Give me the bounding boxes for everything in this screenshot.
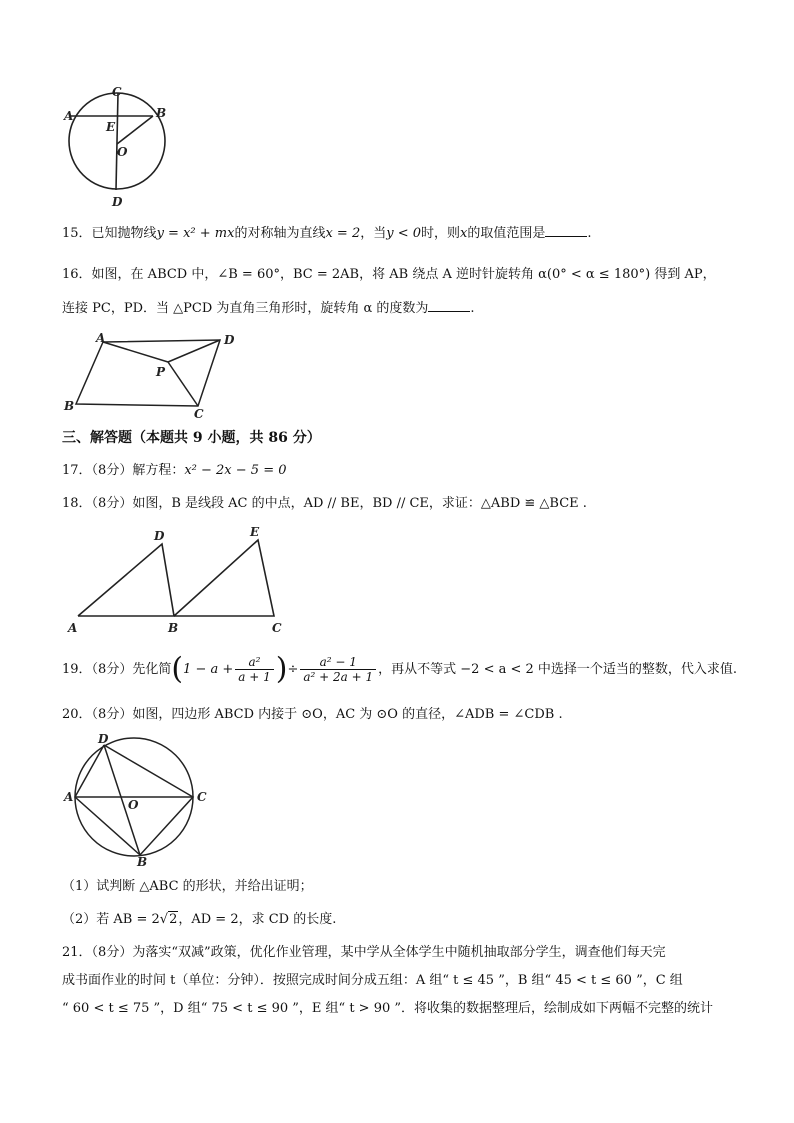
- label-d: D: [112, 195, 123, 209]
- figure-q16-parallelogram: [60, 330, 250, 420]
- label-b: B: [168, 621, 179, 635]
- label-a: A: [68, 621, 78, 635]
- question-21-line2: 成书面作业的时间 t（单位：分钟）．按照完成时间分成五组：A 组“ t ≤ 45 ”，B 组“ 45 < t ≤ 60 ”，C 组: [62, 973, 683, 988]
- segment-ob: [117, 116, 153, 144]
- answer-blank-16[interactable]: [428, 300, 470, 312]
- figure-q20-inscribed-quadrilateral: [62, 733, 222, 868]
- segment-pc: [168, 362, 198, 406]
- question-20: 20．（8分）如图，四边形 ABCD 内接于 ⊙O，AC 为 ⊙O 的直径，∠ADB = ∠CDB .: [62, 707, 563, 722]
- question-19: 19．（8分）先化简(1 − a + $\frac{\text{a²}}{a + 1}$ )÷ $\frac{\text{a² − 1}}{\text{a² + 2a + 1}}$ ，再从不等式 −2 < a < 2 中选择一个适当的整数，代入求值.: [62, 651, 738, 687]
- section-heading: 三、解答题（本题共 9 小题，共 86 分）: [62, 430, 321, 446]
- fraction-2: $\frac{\text{a² − 1}}{\text{a² + 2a + 1}}$: [300, 655, 376, 684]
- question-16-line1: 16．如图，在 ABCD 中，∠B = 60°，BC = 2AB，将 AB 绕点 A 逆时针旋转角 α(0° < α ≤ 180°) 得到 AP，: [62, 267, 716, 282]
- label-a: A: [64, 109, 74, 123]
- label-c: C: [272, 621, 282, 635]
- label-b: B: [64, 399, 75, 413]
- label-a: A: [96, 331, 106, 345]
- figure-q18-triangles: [62, 526, 302, 636]
- answer-blank-15[interactable]: [545, 225, 587, 237]
- question-20-part-1: （1）试判断 △ABC 的形状，并给出证明；: [62, 879, 313, 894]
- label-b: B: [156, 106, 167, 120]
- segment-ap: [103, 342, 168, 362]
- question-18: 18．（8分）如图，B 是线段 AC 的中点，AD // BE，BD // CE，求证：△ABD ≌ △BCE .: [62, 496, 587, 511]
- question-21-line3: “ 60 < t ≤ 75 ”，D 组“ 75 < t ≤ 90 ”，E 组“ t > 90 ”．将收集的数据整理后，绘制成如下两幅不完整的统计: [62, 1001, 714, 1016]
- figure-q14-circle: [60, 84, 180, 214]
- triangle-abd: [78, 544, 174, 616]
- label-c: C: [197, 790, 207, 804]
- label-d: D: [224, 333, 235, 347]
- label-e: E: [106, 120, 116, 134]
- label-p: P: [156, 365, 166, 379]
- label-e: E: [250, 525, 260, 539]
- chord-cd: [116, 93, 118, 190]
- segment-pd: [168, 340, 220, 362]
- question-16-line2: 连接 PC，PD．当 △PCD 为直角三角形时，旋转角 α 的度数为 .: [62, 301, 475, 316]
- sqrt-symbol: √: [159, 912, 169, 927]
- fraction-1: $\frac{\text{a²}}{a + 1}$: [235, 655, 273, 684]
- question-15: 15．已知抛物线y = x² + mx的对称轴为直线x = 2，当y < 0时，则x的取值范围是 .: [62, 226, 592, 241]
- question-20-part-2: （2）若 AB = 2√2，AD = 2，求 CD 的长度.: [62, 912, 337, 927]
- label-d: D: [98, 732, 109, 746]
- label-o: O: [117, 145, 128, 159]
- label-c: C: [112, 85, 122, 99]
- question-17: 17．（8分）解方程：x² − 2x − 5 = 0: [62, 463, 287, 478]
- label-a: A: [64, 790, 74, 804]
- label-c: C: [194, 407, 204, 421]
- question-21-line1: 21．（8分）为落实“双减”政策，优化作业管理，某中学从全体学生中随机抽取部分学生，调查他们每天完: [62, 945, 666, 960]
- label-d: D: [154, 529, 165, 543]
- triangle-bce: [174, 540, 274, 616]
- label-b: B: [137, 855, 148, 869]
- label-o: O: [128, 798, 139, 812]
